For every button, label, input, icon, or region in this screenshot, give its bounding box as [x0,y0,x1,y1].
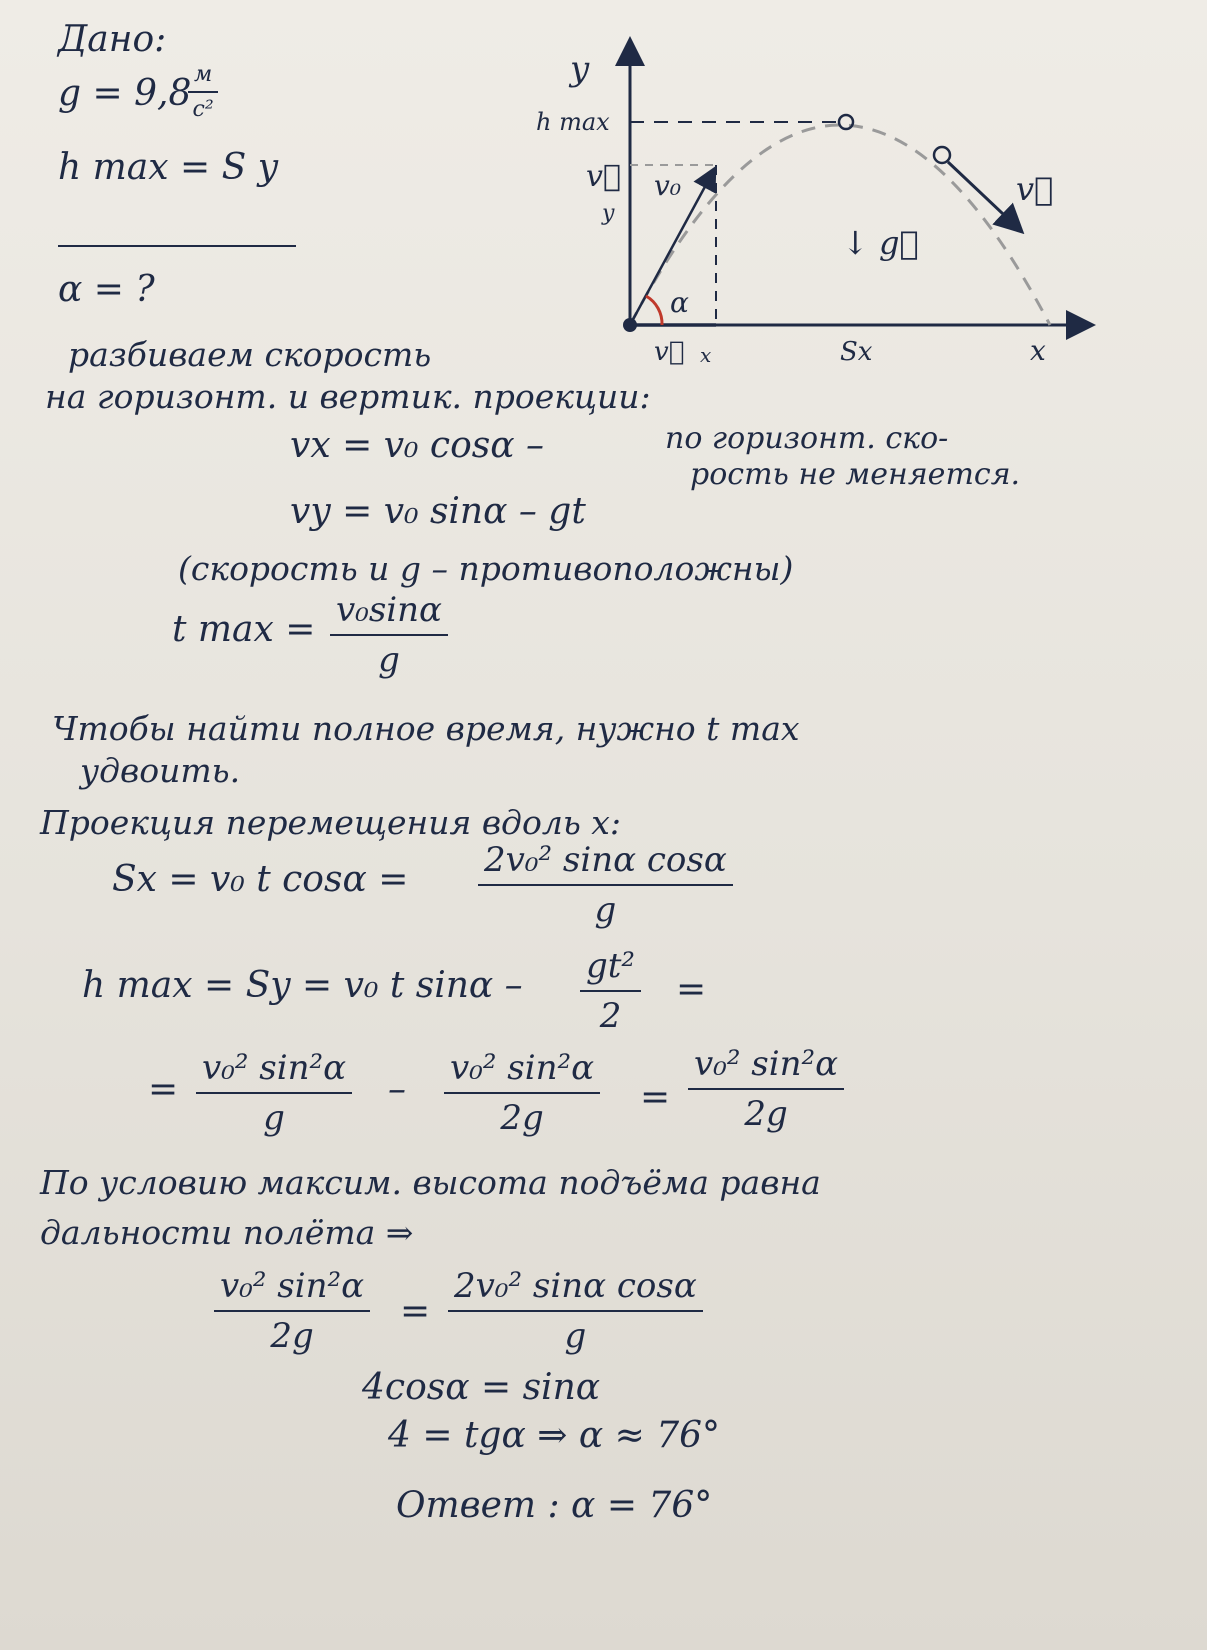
falling-point [934,147,950,163]
alpha-arc [646,296,662,325]
projection-line: Проекция перемещения вдоль x: [40,803,622,842]
h-equals: = [676,969,707,1010]
vx-sub: x [700,343,712,367]
v-label: v⃗ [1016,170,1054,208]
total-time-line2: удвоить. [80,751,241,790]
v0-label: v₀ [654,169,682,202]
vy-sub: y [602,201,615,226]
hmax-label: h max [536,108,610,136]
expand-minus: – [388,1069,406,1110]
top-point [839,115,853,129]
given-hmax: h max = S y [58,147,279,188]
g-label: ↓ g⃗ [842,224,919,262]
origin [623,318,637,332]
tmax-fraction: v₀sinα g [330,590,448,680]
sx-fraction: 2v₀² sinα cosα g [478,840,733,930]
solution-line1: разбиваем скорость [68,335,432,374]
tmax-lhs: t max = [172,609,316,650]
vx-note-2: рость не меняется. [690,457,1021,492]
condition-line2: дальности полёта ⇒ [40,1213,414,1252]
given-unknown: α = ? [58,269,155,310]
sx-label: Sx [840,337,873,367]
h-lhs: h max = Sy = v₀ t sinα – [82,965,523,1006]
condition-fraction-1: v₀² sin²α 2g [214,1266,370,1356]
sx-lhs: Sx = v₀ t cosα = [112,859,409,900]
h-fraction: gt² 2 [580,946,641,1036]
given-g: g = 9,8 [58,73,192,114]
vx-equation: vx = v₀ cosα – [290,425,544,466]
vx-label: v⃗ [654,337,685,367]
vx-note-1: по горизонт. ско- [665,421,949,456]
condition-equals: = [400,1291,431,1332]
axis-y-label: y [570,49,590,89]
condition-line1: По условию максим. высота подъёма равна [40,1163,821,1202]
projectile-diagram [530,20,1110,380]
solution-line2: на горизонт. и вертик. проекции: [45,377,651,416]
vy-note: (скорость и g – противоположны) [178,549,794,588]
step-tg: 4 = tgα ⇒ α ≈ 76° [388,1415,720,1456]
step-cos-sin: 4cosα = sinα [362,1367,601,1408]
expand-equals-2: = [640,1077,671,1118]
expand-fraction-2: v₀² sin²α 2g [444,1048,600,1138]
given-title: Дано: [58,19,167,60]
answer: Ответ : α = 76° [396,1485,713,1526]
condition-fraction-2: 2v₀² sinα cosα g [448,1266,703,1356]
expand-fraction-3: v₀² sin²α 2g [688,1044,844,1134]
vy-equation: vy = v₀ sinα – gt [290,491,586,532]
given-divider [58,245,296,247]
g-unit: м с² [188,62,218,122]
alpha-label: α [670,286,689,319]
axis-x-label: x [1030,334,1046,367]
total-time-line1: Чтобы найти полное время, нужно t max [52,709,800,748]
expand-fraction-1: v₀² sin²α g [196,1048,352,1138]
trajectory [630,125,1050,325]
expand-equals: = [148,1069,179,1110]
vy-label: v⃗ [586,159,621,194]
